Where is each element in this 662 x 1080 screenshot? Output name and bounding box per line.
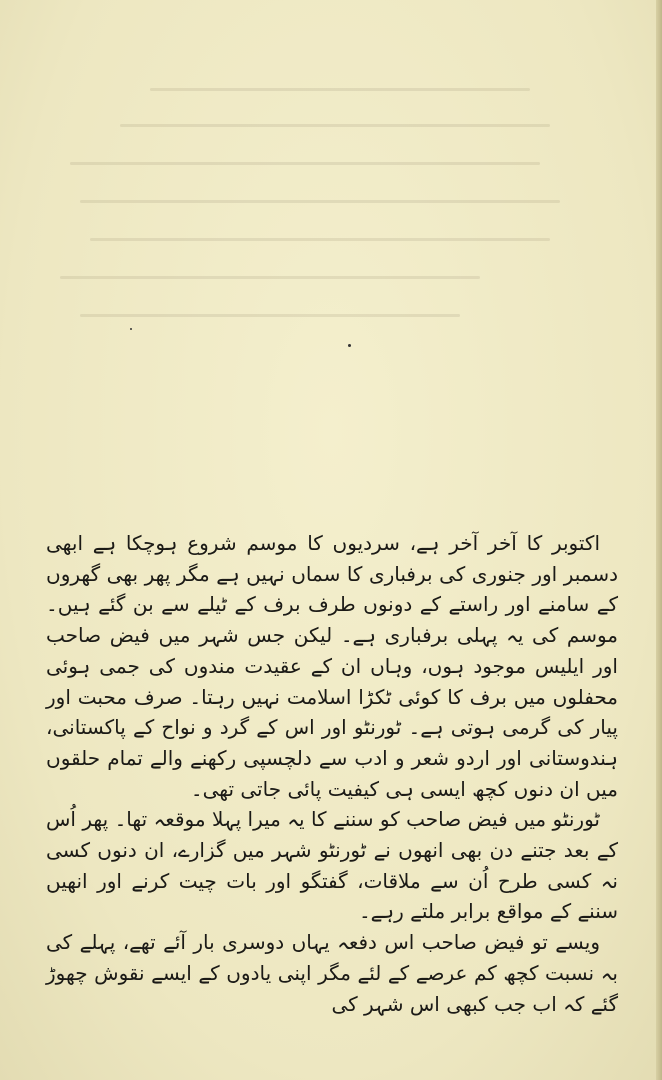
paragraph-3: ویسے تو فیض صاحب اس دفعہ یہاں دوسری بار آئے تھے، پہلے کی بہ نسبت کچھ کم عرصے کے لئے مگر اپنی یادوں کے ایسے نقوش چھوڑ گئے کہ اب جب کبھی اس شہر کی xyxy=(46,930,618,1016)
speck xyxy=(130,328,132,330)
paragraph-2: ٹورنٹو میں فیض صاحب کو سننے کا یہ میرا پہلا موقعہ تھا۔ پھر اُس کے بعد جتنے دن بھی انھوں نے ٹورنٹو شہر میں گزارے، ان دنوں کسی نہ کسی طرح اُن سے ملاقات، گفتگو اور بات چیت کرنے اور انھیں سننے کے مواقع برابر ملتے رہے۔ xyxy=(46,807,618,924)
page-edge xyxy=(656,0,662,1080)
paragraph-1: اکتوبر کا آخر آخر ہے، سردیوں کا موسم شروع ہوچکا ہے ابھی دسمبر اور جنوری کی برفباری کا سماں نہیں ہے مگر پھر بھی گھروں کے سامنے اور راستے کے دونوں طرف برف کے ٹیلے سے بن گئے ہیں۔ موسم کی یہ پہلی برفباری ہے۔ لیکن جس شہر میں فیض صاحب اور ایلیس موجود ہوں، وہاں ان کے عقیدت مندوں کی جمی ہوئی محفلوں میں برف کا کوئی ٹکڑا اسلامت نہیں رہتا۔ صرف محبت اور پیار کی گرمی ہوتی ہے۔ ٹورنٹو اور اس کے گرد و نواح کے پاکستانی، ہندوستانی اور اردو شعر و ادب سے دلچسپی رکھنے والے تمام حلقوں میں ان دنوں کچھ ایسی ہی کیفیت پائی جاتی تھی۔ xyxy=(46,531,618,801)
bleed-through-text xyxy=(0,50,662,350)
speck xyxy=(348,344,351,347)
body-text xyxy=(46,528,618,1019)
